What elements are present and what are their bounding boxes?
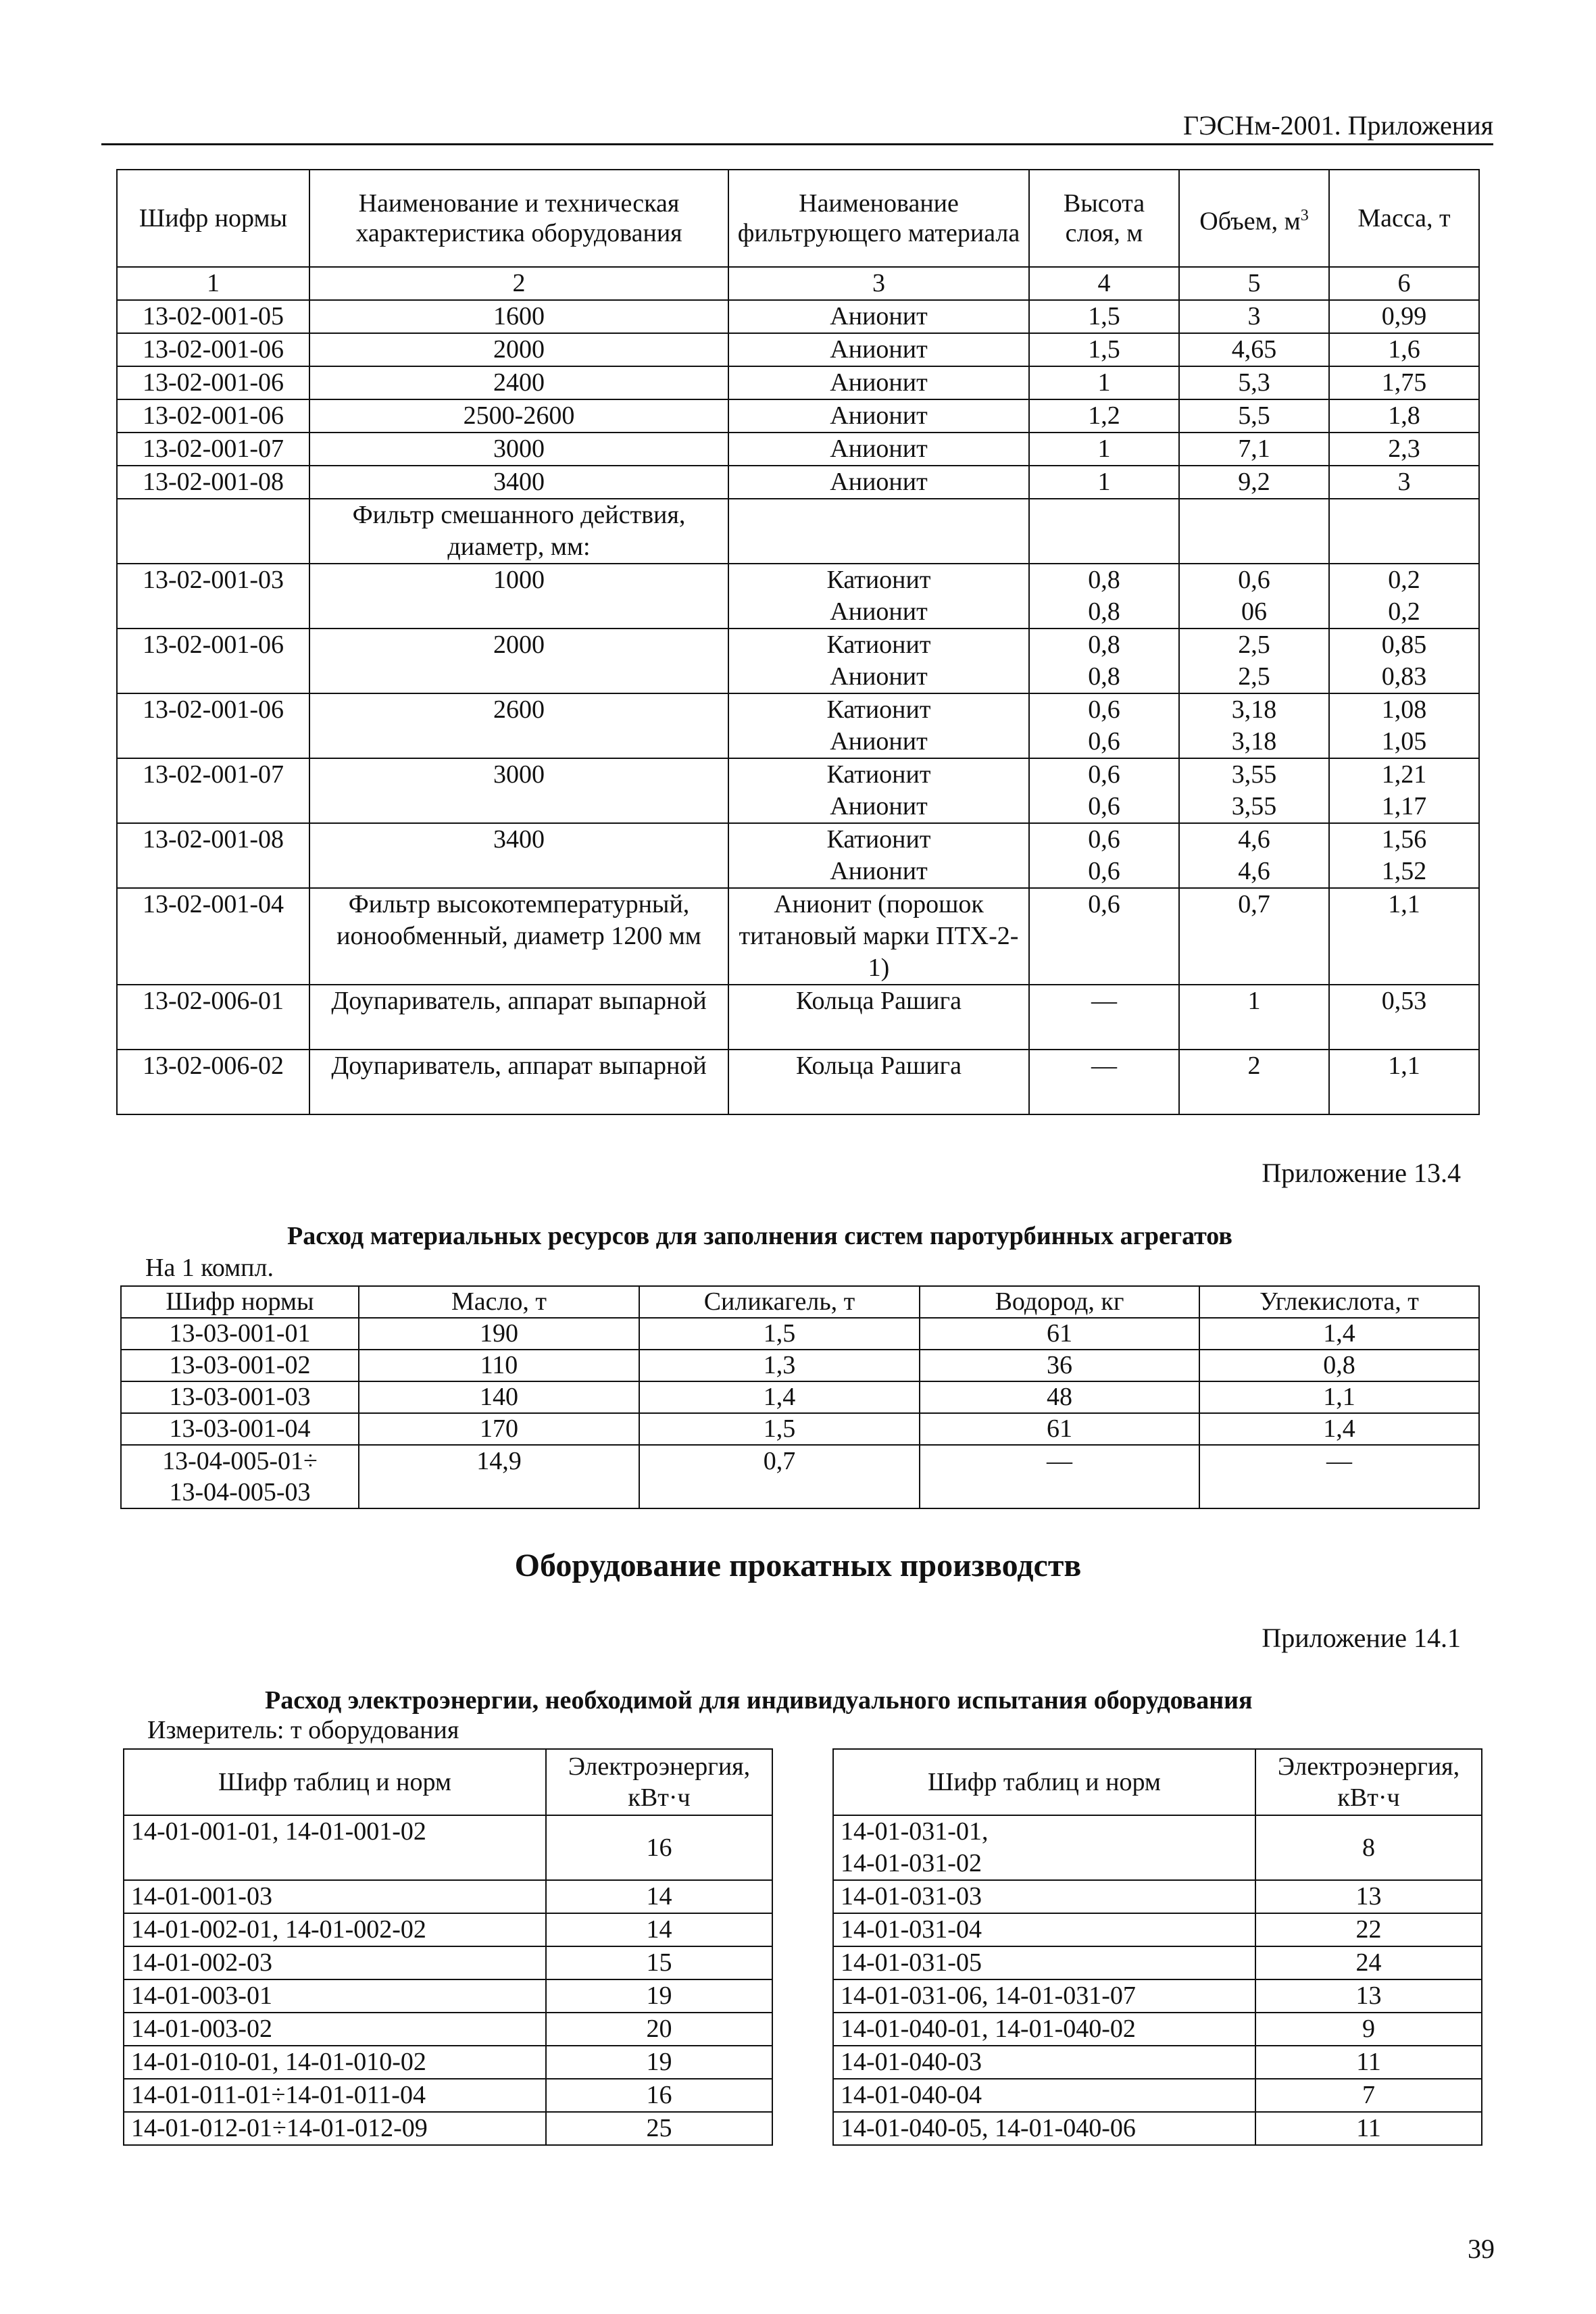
cell-code: 14-01-031-03: [833, 1880, 1255, 1913]
cell-volume: 3,18 3,18: [1179, 693, 1329, 758]
cell-code: 13-02-001-06: [117, 693, 309, 758]
table-row: [833, 1880, 1482, 1913]
cell-material: Анионит: [728, 433, 1029, 466]
header-volume: Объем, $м^3$: [1179, 170, 1329, 267]
cell-empty: [1329, 499, 1479, 564]
cell-electricity: 19: [546, 2046, 772, 2079]
table-row: [833, 1979, 1482, 2013]
cell-co2: 1,4: [1199, 1318, 1479, 1350]
cell-code: 13-02-001-08: [117, 823, 309, 888]
cell-height: 0,8 0,8: [1029, 564, 1179, 629]
table-row: [117, 333, 1479, 366]
table-row: [124, 2046, 772, 2079]
cell-equipment: Доупариватель, аппарат выпарной: [309, 1050, 728, 1114]
cell-volume: 0,7: [1179, 888, 1329, 985]
table-row: [124, 2079, 772, 2112]
cell-hydrogen: 61: [920, 1318, 1199, 1350]
header-silica: Силикагель, т: [639, 1286, 920, 1318]
cell-electricity: 9: [1255, 2013, 1482, 2046]
cell-electricity: 19: [546, 1979, 772, 2013]
table-row: [117, 366, 1479, 399]
table-row: [833, 1913, 1482, 1946]
cell-equipment: 2000: [309, 629, 728, 693]
cell-material: Анионит: [728, 366, 1029, 399]
cell-mass: 0,99: [1329, 300, 1479, 333]
table-row: [124, 1979, 772, 2013]
section-row: [117, 499, 1479, 564]
cell-equipment: 3000: [309, 758, 728, 823]
cell-equipment: 2400: [309, 366, 728, 399]
electricity-table-right: [832, 1748, 1482, 2146]
cell-height: 0,6 0,6: [1029, 758, 1179, 823]
cell-hydrogen: 36: [920, 1350, 1199, 1381]
header-electricity: Электроэнергия, кВт·ч: [546, 1749, 772, 1815]
cell-mass: 0,85 0,83: [1329, 629, 1479, 693]
electricity-table-left: [123, 1748, 773, 2146]
column-number: 3: [728, 267, 1029, 300]
cell-electricity: 22: [1255, 1913, 1482, 1946]
header-oil: Масло, т: [359, 1286, 639, 1318]
cell-empty: [1029, 499, 1179, 564]
filter-materials-table: [116, 169, 1480, 1115]
cell-material: Катионит Анионит: [728, 693, 1029, 758]
header-height: Высота слоя, м: [1029, 170, 1179, 267]
cell-height: —: [1029, 985, 1179, 1050]
cell-code: 14-01-001-01, 14-01-001-02: [124, 1815, 546, 1880]
cell-code: 13-02-001-06: [117, 399, 309, 433]
cell-code: 14-01-040-03: [833, 2046, 1255, 2079]
table-row: [117, 466, 1479, 499]
cell-co2: 1,4: [1199, 1413, 1479, 1445]
cell-volume: 9,2: [1179, 466, 1329, 499]
header-hydrogen: Водород, кг: [920, 1286, 1199, 1318]
cell-material: Кольца Рашига: [728, 1050, 1029, 1114]
table-row: [833, 2079, 1482, 2112]
cell-oil: 170: [359, 1413, 639, 1445]
cell-code: 14-01-003-01: [124, 1979, 546, 2013]
cell-code: 14-01-003-02: [124, 2013, 546, 2046]
cell-co2: 0,8: [1199, 1350, 1479, 1381]
cell-height: —: [1029, 1050, 1179, 1114]
cell-material: Анионит: [728, 466, 1029, 499]
table-row: [117, 399, 1479, 433]
cell-mass: 0,53: [1329, 985, 1479, 1050]
cell-height: 0,6 0,6: [1029, 693, 1179, 758]
cell-hydrogen: 61: [920, 1413, 1199, 1445]
cell-electricity: 11: [1255, 2046, 1482, 2079]
cell-silica: 1,4: [639, 1381, 920, 1413]
cell-equipment: 1000: [309, 564, 728, 629]
cell-volume: 3,55 3,55: [1179, 758, 1329, 823]
appendix-13-4-title: Расход материальных ресурсов для заполнения систем паротурбинных агрегатов: [287, 1222, 1232, 1250]
cell-code: 14-01-031-01, 14-01-031-02: [833, 1815, 1255, 1880]
cell-electricity: 14: [546, 1913, 772, 1946]
table-row: [117, 985, 1479, 1050]
cell-equipment: 1600: [309, 300, 728, 333]
cell-code: 14-01-012-01÷14-01-012-09: [124, 2112, 546, 2145]
cell-height: 0,8 0,8: [1029, 629, 1179, 693]
table-row: [121, 1350, 1479, 1381]
cell-equipment: 3400: [309, 823, 728, 888]
table-row: [117, 629, 1479, 693]
table-row: [121, 1381, 1479, 1413]
cell-electricity: 20: [546, 2013, 772, 2046]
cell-electricity: 11: [1255, 2112, 1482, 2145]
cell-silica: 1,5: [639, 1318, 920, 1350]
cell-silica: 1,5: [639, 1413, 920, 1445]
cell-mass: 1,1: [1329, 1050, 1479, 1114]
header-equipment: Наименование и техническая характеристика оборудования: [309, 170, 728, 267]
cell-material: Кольца Рашига: [728, 985, 1029, 1050]
cell-code: 14-01-040-05, 14-01-040-06: [833, 2112, 1255, 2145]
cell-height: 1: [1029, 366, 1179, 399]
cell-height: 1,5: [1029, 333, 1179, 366]
cell-volume: 1: [1179, 985, 1329, 1050]
table-row: [117, 693, 1479, 758]
cell-co2: 1,1: [1199, 1381, 1479, 1413]
cell-code: 13-02-001-07: [117, 433, 309, 466]
cell-code: 13-03-001-03: [121, 1381, 359, 1413]
cell-mass: 3: [1329, 466, 1479, 499]
table-row: [117, 823, 1479, 888]
cell-code: 13-04-005-01÷ 13-04-005-03: [121, 1445, 359, 1508]
cell-equipment: 3000: [309, 433, 728, 466]
cell-code: 13-02-001-05: [117, 300, 309, 333]
cell-code: 13-02-001-06: [117, 366, 309, 399]
cell-electricity: 8: [1255, 1815, 1482, 1880]
cell-co2: —: [1199, 1445, 1479, 1508]
cell-height: 0,6: [1029, 888, 1179, 985]
appendix-13-4-label: Приложение 13.4: [1262, 1158, 1461, 1188]
table-row: [124, 1946, 772, 1979]
cell-silica: 0,7: [639, 1445, 920, 1508]
table-row: [124, 1880, 772, 1913]
cell-code: 13-02-001-08: [117, 466, 309, 499]
table-row: [117, 1050, 1479, 1114]
cell-volume: 5,3: [1179, 366, 1329, 399]
cell-mass: 1,8: [1329, 399, 1479, 433]
cell-code: 13-03-001-01: [121, 1318, 359, 1350]
cell-material: Катионит Анионит: [728, 629, 1029, 693]
cell-height: 0,6 0,6: [1029, 823, 1179, 888]
column-number: 6: [1329, 267, 1479, 300]
cell-equipment: Доупариватель, аппарат выпарной: [309, 985, 728, 1050]
table-row: [121, 1445, 1479, 1508]
cell-mass: 1,08 1,05: [1329, 693, 1479, 758]
cell-mass: 1,56 1,52: [1329, 823, 1479, 888]
header-mass: Масса, т: [1329, 170, 1479, 267]
table-row: [117, 888, 1479, 985]
cell-code: 14-01-002-03: [124, 1946, 546, 1979]
header-code: Шифр нормы: [117, 170, 309, 267]
cell-equipment: Фильтр высокотемпературный, ионообменный, диаметр 1200 мм: [309, 888, 728, 985]
cell-electricity: 16: [546, 1815, 772, 1880]
cell-electricity: 14: [546, 1880, 772, 1913]
cell-mass: 1,21 1,17: [1329, 758, 1479, 823]
cell-height: 1: [1029, 466, 1179, 499]
cell-hydrogen: —: [920, 1445, 1199, 1508]
cell-volume: 0,6 06: [1179, 564, 1329, 629]
cell-electricity: 25: [546, 2112, 772, 2145]
cell-code: 14-01-010-01, 14-01-010-02: [124, 2046, 546, 2079]
cell-code: 13-03-001-04: [121, 1413, 359, 1445]
column-number: 4: [1029, 267, 1179, 300]
cell-equipment: 2500-2600: [309, 399, 728, 433]
cell-electricity: 15: [546, 1946, 772, 1979]
cell-equipment: 2600: [309, 693, 728, 758]
cell-code: 14-01-001-03: [124, 1880, 546, 1913]
header-co2: Углекислота, т: [1199, 1286, 1479, 1318]
cell-code: 13-02-001-07: [117, 758, 309, 823]
cell-empty: [1179, 499, 1329, 564]
cell-equipment: 3400: [309, 466, 728, 499]
cell-material: Анионит: [728, 333, 1029, 366]
table-row: [117, 433, 1479, 466]
cell-empty: [117, 499, 309, 564]
cell-electricity: 7: [1255, 2079, 1482, 2112]
cell-volume: 7,1: [1179, 433, 1329, 466]
cell-code: 14-01-031-04: [833, 1913, 1255, 1946]
column-number: 1: [117, 267, 309, 300]
header-code: Шифр таблиц и норм: [124, 1749, 546, 1815]
cell-volume: 2: [1179, 1050, 1329, 1114]
table-row: [124, 1815, 772, 1880]
cell-height: 1,2: [1029, 399, 1179, 433]
cell-material: Анионит: [728, 300, 1029, 333]
cell-code: 13-02-006-01: [117, 985, 309, 1050]
cell-volume: 4,6 4,6: [1179, 823, 1329, 888]
cell-electricity: 16: [546, 2079, 772, 2112]
header-electricity: Электроэнергия, кВт·ч: [1255, 1749, 1482, 1815]
cell-volume: 4,65: [1179, 333, 1329, 366]
table-row: [124, 2112, 772, 2145]
cell-silica: 1,3: [639, 1350, 920, 1381]
cell-mass: 1,1: [1329, 888, 1479, 985]
header-material: Наименование фильтрующего материала: [728, 170, 1029, 267]
cell-code: 14-01-002-01, 14-01-002-02: [124, 1913, 546, 1946]
appendix-14-1-label: Приложение 14.1: [1262, 1623, 1461, 1653]
table-row: [124, 2013, 772, 2046]
cell-mass: 0,2 0,2: [1329, 564, 1479, 629]
appendix-14-1-unit: Измеритель: т оборудования: [147, 1716, 459, 1744]
column-number: 5: [1179, 267, 1329, 300]
cell-material: Анионит: [728, 399, 1029, 433]
column-number: 2: [309, 267, 728, 300]
cell-mass: 1,6: [1329, 333, 1479, 366]
cell-hydrogen: 48: [920, 1381, 1199, 1413]
cell-volume: 3: [1179, 300, 1329, 333]
cell-mass: 1,75: [1329, 366, 1479, 399]
table-row: [121, 1413, 1479, 1445]
cell-code: 13-02-001-06: [117, 629, 309, 693]
cell-equipment: 2000: [309, 333, 728, 366]
cell-height: 1,5: [1029, 300, 1179, 333]
cell-material: Анионит (порошок титановый марки ПТХ-2-1): [728, 888, 1029, 985]
cell-oil: 190: [359, 1318, 639, 1350]
section-heading: Оборудование прокатных производств: [514, 1548, 1082, 1583]
cell-oil: 14,9: [359, 1445, 639, 1508]
turbine-materials-table: [120, 1285, 1480, 1509]
cell-mass: 2,3: [1329, 433, 1479, 466]
cell-oil: 140: [359, 1381, 639, 1413]
appendix-14-1-title: Расход электроэнергии, необходимой для индивидуального испытания оборудования: [265, 1686, 1253, 1715]
cell-code: 14-01-040-01, 14-01-040-02: [833, 2013, 1255, 2046]
cell-volume: 2,5 2,5: [1179, 629, 1329, 693]
table-row: [833, 2013, 1482, 2046]
table-row: [833, 2046, 1482, 2079]
cell-electricity: 13: [1255, 1979, 1482, 2013]
table-row: [833, 1815, 1482, 1880]
cell-code: 13-03-001-02: [121, 1350, 359, 1381]
cell-material: Катионит Анионит: [728, 823, 1029, 888]
table-row: [124, 1913, 772, 1946]
table-row: [833, 1946, 1482, 1979]
cell-code: 14-01-031-06, 14-01-031-07: [833, 1979, 1255, 2013]
cell-material: Катионит Анионит: [728, 758, 1029, 823]
table-row: [833, 2112, 1482, 2145]
table-row: [121, 1318, 1479, 1350]
cell-oil: 110: [359, 1350, 639, 1381]
cell-code: 14-01-040-04: [833, 2079, 1255, 2112]
cell-material: Катионит Анионит: [728, 564, 1029, 629]
cell-volume: 5,5: [1179, 399, 1329, 433]
cell-code: 13-02-001-04: [117, 888, 309, 985]
cell-code: 14-01-031-05: [833, 1946, 1255, 1979]
page-number: 39: [1468, 2234, 1495, 2264]
table-row: [117, 758, 1479, 823]
running-header: ГЭСНм-2001. Приложения: [101, 108, 1493, 145]
cell-height: 1: [1029, 433, 1179, 466]
cell-empty: [728, 499, 1029, 564]
table-row: [117, 564, 1479, 629]
cell-electricity: 24: [1255, 1946, 1482, 1979]
cell-electricity: 13: [1255, 1880, 1482, 1913]
cell-code: 14-01-011-01÷14-01-011-04: [124, 2079, 546, 2112]
table-row: [117, 300, 1479, 333]
cell-code: 13-02-001-03: [117, 564, 309, 629]
appendix-13-4-unit: На 1 компл.: [145, 1254, 274, 1282]
header-code: Шифр нормы: [121, 1286, 359, 1318]
cell-code: 13-02-006-02: [117, 1050, 309, 1114]
header-code: Шифр таблиц и норм: [833, 1749, 1255, 1815]
cell-code: 13-02-001-06: [117, 333, 309, 366]
mixed-filter-label: Фильтр смешанного действия, диаметр, мм:: [309, 499, 728, 564]
